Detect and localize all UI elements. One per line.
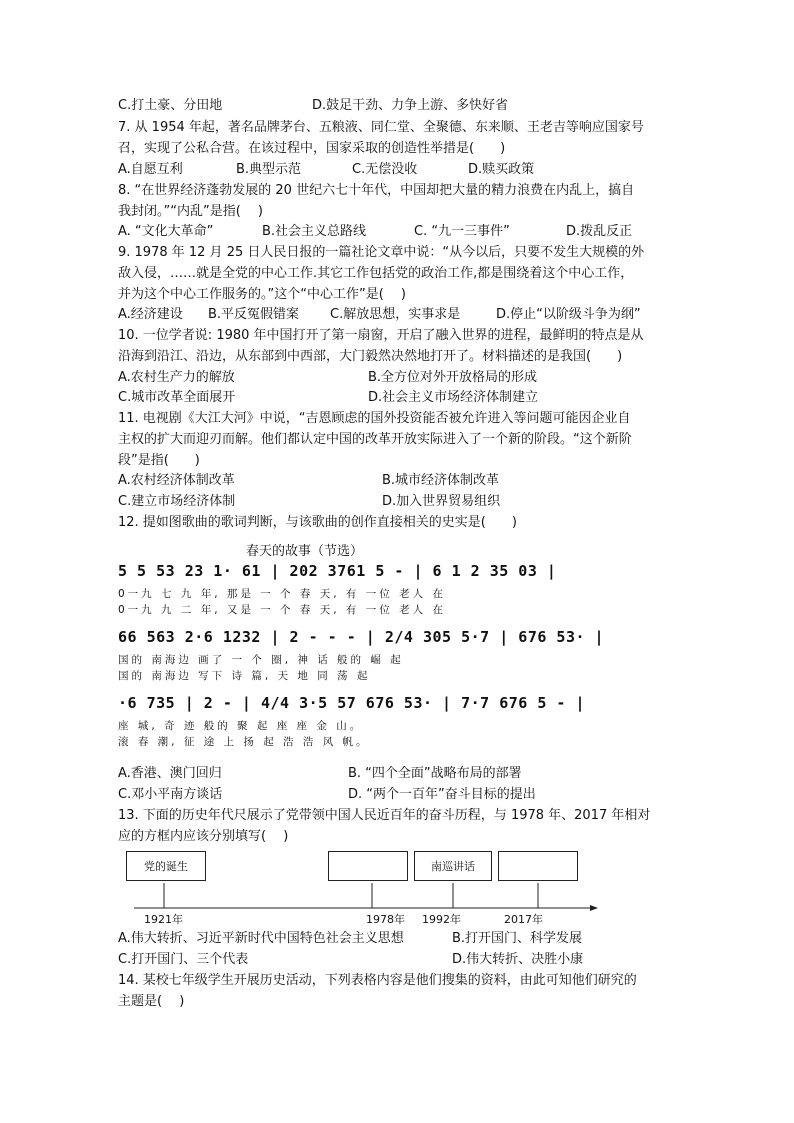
- history-timeline: [120, 845, 610, 925]
- q9-option-d: D.停止“以阶级斗争为纲”: [496, 307, 641, 322]
- timeline-box-2017: [498, 851, 578, 881]
- q6-option-d: D.鼓足干劲、力争上游、多快好省: [312, 98, 509, 113]
- q10-stem-line2: 沿海到沿江、沿边，从东部到中西部，大门毅然决然地打开了。材料描述的是我国( ): [118, 349, 623, 364]
- q10-option-d: D.社会主义市场经济体制建立: [368, 390, 539, 405]
- q10-option-a: A.农村生产力的解放: [118, 370, 235, 385]
- q7-stem-line1: 7. 从 1954 年起，著名品牌茅台、五粮液、同仁堂、全聚德、东来顺、王老吉等响应国家号: [118, 120, 644, 135]
- score-lyric-row-1b: 0一九 九 二 年, 又是 一 个 春 天, 有 一位 老人 在: [118, 604, 446, 616]
- q12-stem: 12. 提如图歌曲的歌词判断，与该歌曲的创作直接相关的史实是( ): [118, 515, 517, 530]
- score-notes-row-2: 66 563 2·6 1232 | 2 - - - | 2/4 305 5·7 | 676 53· |: [118, 628, 605, 646]
- score-lyric-row-2b: 国的 南海边 写下 诗 篇, 天 地 同 荡 起: [118, 670, 371, 682]
- music-score: [118, 560, 605, 760]
- q8-stem-line1: 8. “在世界经济蓬勃发展的 20 世纪六七十年代，中国却把大量的精力浪费在内乱上，搞自: [118, 183, 635, 198]
- q11-option-a: A.农村经济体制改革: [118, 473, 235, 488]
- timeline-year-1992: 1992年: [422, 913, 461, 926]
- score-lyric-row-2a: 国的 南海边 画了 一 个 圈, 神 话 般的 崛 起: [118, 654, 404, 666]
- q9-option-c: C.解放思想，实事求是: [330, 307, 461, 322]
- timeline-box-1992: 南巡讲话: [414, 851, 492, 881]
- q9-stem-line2: 敌入侵，……就是全党的中心工作.其它工作包括党的政治工作,都是围绕着这个中心工作，: [118, 266, 634, 281]
- q9-option-a: A.经济建设: [118, 307, 183, 322]
- q11-option-c: C.建立市场经济体制: [118, 494, 236, 509]
- q8-option-c: C. “九一三事件”: [414, 224, 510, 239]
- score-title: 春天的故事（节选）: [246, 544, 364, 559]
- q12-option-a: A.香港、澳门回归: [118, 766, 222, 781]
- q14-stem-line2: 主题是( ): [118, 994, 185, 1009]
- q8-option-a: A. “文化大革命”: [118, 224, 214, 239]
- q13-stem-line2: 应的方框内应该分别填写( ): [118, 829, 289, 844]
- q9-stem-line1: 9. 1978 年 12 月 25 日人民日报的一篇社论文章中说：“从今以后，只要不发生大规模的外: [118, 245, 645, 260]
- q12-option-d: D. “两个一百年”奋斗目标的提出: [348, 787, 536, 802]
- timeline-box-1921: 党的诞生: [126, 851, 206, 881]
- q7-option-b: B.典型示范: [236, 162, 302, 177]
- q11-option-b: B.城市经济体制改革: [382, 473, 500, 488]
- q14-stem-line1: 14. 某校七年级学生开展历史活动，下列表格内容是他们搜集的资料，由此可知他们研究的: [118, 973, 637, 988]
- q7-option-d: D.赎买政策: [468, 162, 535, 177]
- q13-option-d: D.伟大转折、决胜小康: [452, 952, 584, 967]
- q7-stem-line2: 召，实现了公私合营。在该过程中，国家采取的创造性举措是( ): [118, 141, 506, 156]
- timeline-year-1978: 1978年: [366, 913, 405, 926]
- q11-option-d: D.加入世界贸易组织: [382, 494, 501, 509]
- score-lyric-row-3b: 滚 春 潮, 征 途 上 扬 起 浩 浩 风 帆。: [118, 736, 370, 748]
- q9-option-b: B.平反冤假错案: [208, 307, 300, 322]
- q7-option-a: A.自愿互利: [118, 162, 183, 177]
- timeline-year-1921: 1921年: [144, 913, 183, 926]
- q11-stem-line3: 段”是指( ): [118, 453, 200, 468]
- q8-option-d: D.拨乱反正: [566, 224, 633, 239]
- q10-option-c: C.城市改革全面展开: [118, 390, 236, 405]
- q7-option-c: C.无偿没收: [352, 162, 418, 177]
- q13-option-c: C.打开国门、三个代表: [118, 952, 249, 967]
- q11-stem-line1: 11. 电视剧《大江大河》中说，“吉恩顾虑的国外投资能否被允许进入等问题可能因企业自: [118, 411, 631, 426]
- q9-stem-line3: 并为这个中心工作服务的。”这个“中心工作”是( ): [118, 287, 406, 302]
- q8-option-b: B.社会主义总路线: [262, 224, 367, 239]
- q13-stem-line1: 13. 下面的历史年代尺展示了党带领中国人民近百年的奋斗历程，与 1978 年、2017 年相对: [118, 808, 651, 823]
- score-notes-row-1: 5 5 53 23 1· 61 | 202 3761 5 - | 6 1 2 35 03 |: [118, 562, 557, 580]
- score-notes-row-3: ·6 735 | 2 - | 4/4 3·5 57 676 53· | 7·7 676 5 - |: [118, 694, 586, 712]
- q12-option-b: B. “四个全面”战略布局的部署: [348, 766, 522, 781]
- timeline-year-2017: 2017年: [504, 913, 543, 926]
- q10-option-b: B.全方位对外开放格局的形成: [368, 370, 538, 385]
- q13-option-a: A.伟大转折、习近平新时代中国特色社会主义思想: [118, 931, 404, 946]
- score-lyric-row-1a: 0一九 七 九 年, 那是 一 个 春 天, 有 一位 老人 在: [118, 588, 446, 600]
- q8-stem-line2: 我封闭。”“内乱”是指( ): [118, 204, 263, 219]
- timeline-box-1978: [328, 851, 408, 881]
- q10-stem-line1: 10. 一位学者说: 1980 年中国打开了第一扇窗，开启了融入世界的进程，最鲜明的特点是从: [118, 328, 644, 343]
- q12-option-c: C.邓小平南方谈话: [118, 787, 223, 802]
- q11-stem-line2: 主权的扩大而迎刃而解。他们都认定中国的改革开放实际进入了一个新的阶段。“这个新阶: [118, 432, 632, 447]
- q13-option-b: B.打开国门、科学发展: [452, 931, 583, 946]
- score-lyric-row-3a: 座 城, 奇 迹 般的 聚 起 座 座 金 山。: [118, 720, 364, 732]
- q6-option-c: C.打土豪、分田地: [118, 98, 223, 113]
